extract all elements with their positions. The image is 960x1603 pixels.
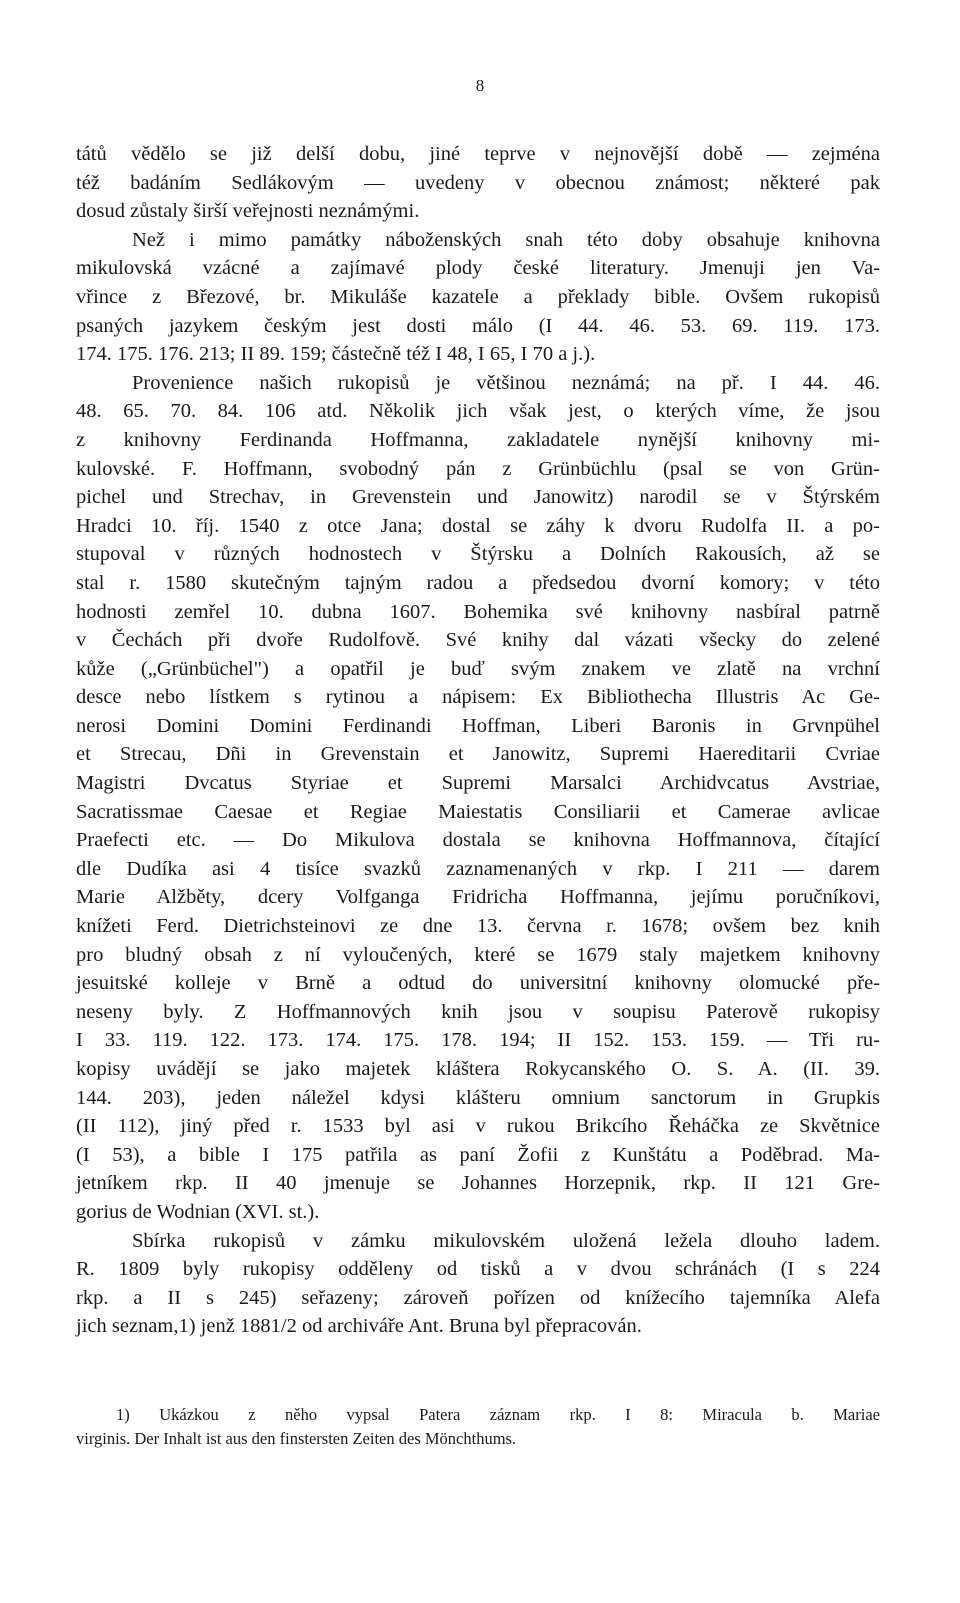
text-line: kůže („Grünbüchel") a opatřil je buď svým znakem ve zlatě na vrchní: [76, 657, 880, 680]
footnotes: [76, 1403, 880, 1451]
text-line: nerosi Domini Domini Ferdinandi Hoffman, Liberi Baronis in Grvnpühel: [76, 714, 880, 737]
text-line: et Strecau, Dñi in Grevenstain et Janowitz, Supremi Haereditarii Cvriae: [76, 743, 880, 766]
text-line: jich seznam,1) jenž 1881/2 od archiváře Ant. Bruna byl přepracován.: [76, 1315, 642, 1338]
text-line: hodnosti zemřel 10. dubna 1607. Bohemika své knihovny nasbíral patrně: [76, 600, 880, 623]
text-line: vřince z Březové, br. Mikuláše kazatele a překlady bible. Ovšem rukopisů: [76, 285, 880, 308]
text-line: Sacratissmae Caesae et Regiae Maiestatis Consiliarii et Camerae avlicae: [76, 800, 880, 823]
text-line: v Čechách při dvoře Rudolfově. Své knihy dal vázati všecky do zelené: [76, 629, 880, 652]
page-number: 8: [475, 76, 485, 95]
text-line: dle Dudíka asi 4 tisíce svazků zaznamenaných v rkp. I 211 — darem: [76, 857, 880, 880]
footnote-line: 1) Ukázkou z něho vypsal Patera záznam rkp. I 8: Miracula b. Mariae: [116, 1405, 880, 1424]
text-line: psaných jazykem českým jest dosti málo (I 44. 46. 53. 69. 119. 173.: [76, 314, 880, 337]
text-line: neseny byly. Z Hoffmannových knih jsou v soupisu Paterově rukopisy: [76, 1000, 880, 1023]
text-line: jesuitské kolleje v Brně a odtud do universitní knihovny olomucké pře-: [76, 972, 880, 995]
text-line: gorius de Wodnian (XVI. st.).: [76, 1200, 320, 1223]
text-line: stupoval v různých hodnostech v Štýrsku a Dolních Rakousích, až se: [76, 543, 880, 566]
text-line: 48. 65. 70. 84. 106 atd. Několik jich však jest, o kterých víme, že jsou: [76, 400, 880, 423]
text-line: (I 53), a bible I 175 patřila as paní Žofii z Kunštátu a Poděbrad. Ma-: [76, 1143, 880, 1166]
text-line: desce nebo lístkem s rytinou a nápisem: Ex Bibliothecha Illustris Ac Ge-: [76, 686, 880, 709]
text-line: Magistri Dvcatus Styriae et Supremi Marsalci Archidvcatus Avstriae,: [76, 772, 880, 795]
text-line: Praefecti etc. — Do Mikulova dostala se knihovna Hoffmannova, čítající: [76, 829, 880, 852]
text-line: Provenience našich rukopisů je většinou neznámá; na př. I 44. 46.: [132, 371, 880, 394]
text-line: mikulovská vzácné a zajímavé plody české literatury. Jmenuji jen Va-: [76, 257, 880, 280]
text-line: též badáním Sedlákovým — uvedeny v obecnou známost; některé pak: [76, 171, 880, 194]
text-line: tátů vědělo se již delší dobu, jiné teprve v nejnovější době — zejména: [76, 143, 880, 165]
body-text: [76, 140, 880, 1341]
text-line: kopisy uvádějí se jako majetek kláštera Rokycanského O. S. A. (II. 39.: [76, 1058, 880, 1080]
footnote-line: virginis. Der Inhalt ist aus den finstersten Zeiten des Mönchthums.: [76, 1429, 517, 1448]
text-line: (II 112), jiný před r. 1533 byl asi v rukou Brikcího Řeháčka ze Skvětnice: [76, 1115, 880, 1138]
text-line: pichel und Strechav, in Grevenstein und Janowitz) narodil se v Štýrském: [76, 486, 880, 509]
text-line: jetníkem rkp. II 40 jmenuje se Johannes Horzepnik, rkp. II 121 Gre-: [76, 1172, 880, 1195]
text-line: R. 1809 byly rukopisy odděleny od tisků a v dvou schránách (I s 224: [76, 1258, 880, 1281]
text-line: dosud zůstaly širší veřejnosti neznámými.: [76, 200, 420, 223]
text-line: Hradci 10. říj. 1540 z otce Jana; dostal se záhy k dvoru Rudolfa II. a po-: [76, 514, 880, 537]
text-line: Marie Alžběty, dcery Volfganga Fridricha Hoffmanna, jejímu poručníkovi,: [76, 886, 880, 909]
text-line: I 33. 119. 122. 173. 174. 175. 178. 194; II 152. 153. 159. — Tři ru-: [76, 1029, 880, 1052]
text-line: Než i mimo památky náboženských snah této doby obsahuje knihovna: [132, 228, 880, 251]
text-line: kulovské. F. Hoffmann, svobodný pán z Grünbüchlu (psal se von Grün-: [76, 457, 880, 480]
text-line: stal r. 1580 skutečným tajným radou a předsedou dvorní komory; v této: [76, 571, 880, 594]
text-line: rkp. a II s 245) seřazeny; zároveň pořízen od knížecího tajemníka Alefa: [76, 1286, 880, 1309]
text-line: Sbírka rukopisů v zámku mikulovském uložená ležela dlouho ladem.: [132, 1229, 880, 1252]
text-line: 144. 203), jeden náležel kdysi klášteru omnium sanctorum in Grupkis: [76, 1086, 880, 1109]
text-line: z knihovny Ferdinanda Hoffmanna, zakladatele nynější knihovny mi-: [76, 428, 880, 451]
text-line: pro bludný obsah z ní vyloučených, které se 1679 staly majetkem knihovny: [76, 943, 880, 966]
text-line: knížeti Ferd. Dietrichsteinovi ze dne 13. června r. 1678; ovšem bez knih: [76, 915, 880, 938]
text-line: 174. 175. 176. 213; II 89. 159; částečně též I 48, I 65, I 70 a j.).: [76, 343, 596, 366]
